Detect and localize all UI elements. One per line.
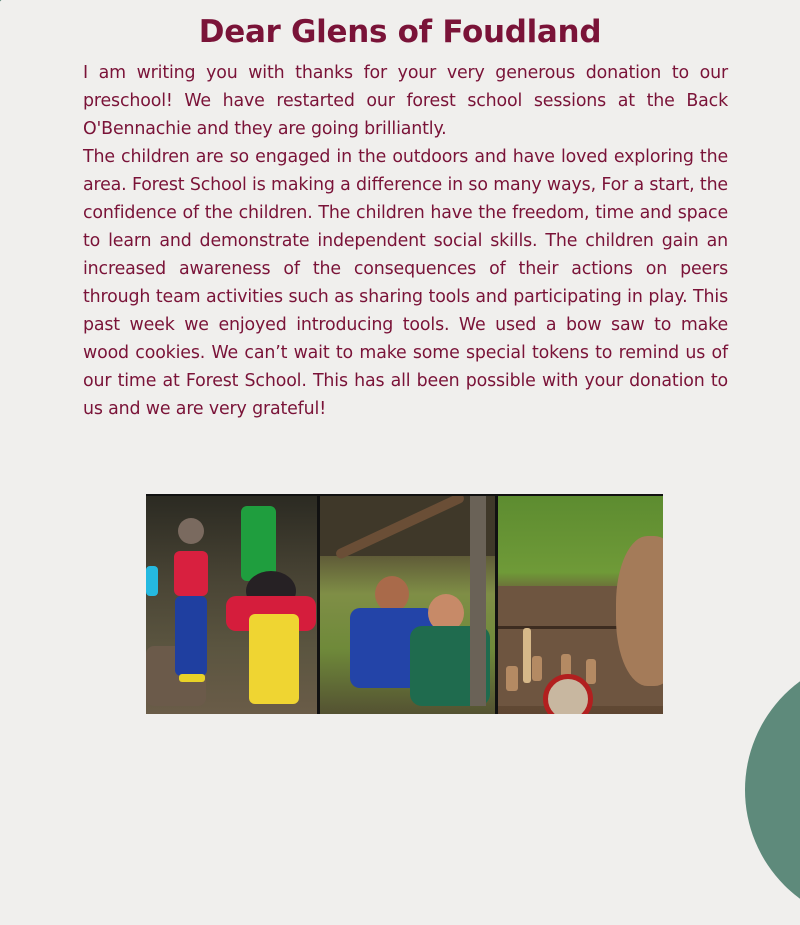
letter-body	[83, 59, 728, 423]
letter-paragraph-intro: I am writing you with thanks for your very generous donation to our preschool! We have restarted our forest school sessions at the Back O'Bennachie and they are going brilliantly.	[83, 63, 728, 139]
letter-paragraph-main: The children are so engaged in the outdoors and have loved exploring the area. Forest School is making a difference in so many ways, For a start, the confidence of the children. The children have the freedom, time and space to learn and demonstrate independent social skills. The children gain an increased awareness of the consequences of their actions on peers through team activities such as sharing tools and participating in play. This past week we enjoyed introducing tools. We used a bow saw to make wood cookies. We can’t wait to make some special tokens to remind us of our time at Forest School. This has all been possible with your donation to us and we are very grateful!	[83, 147, 728, 419]
photo-strip	[146, 494, 663, 714]
children-by-stream-photo	[146, 496, 317, 714]
decorative-corner-shape-top-left	[0, 0, 6, 6]
decorative-corner-shape-bottom-right	[745, 655, 800, 925]
wood-tokens-magnifier-photo	[498, 496, 663, 714]
children-sitting-on-grass-photo	[320, 496, 495, 714]
letter-title: Dear Glens of Foudland	[198, 14, 602, 50]
